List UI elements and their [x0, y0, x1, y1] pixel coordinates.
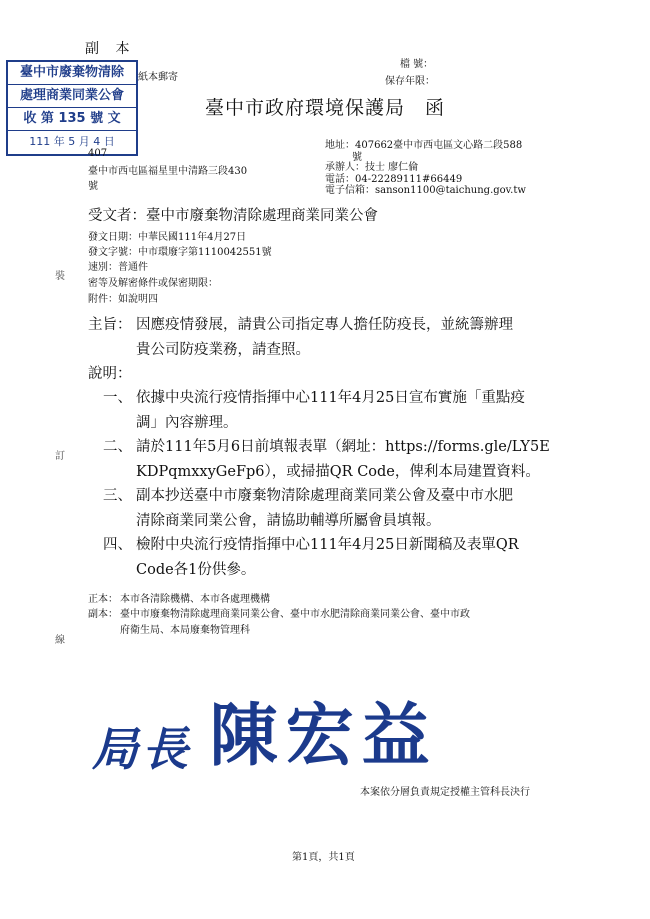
explanation-3-number: 三、: [103, 488, 132, 504]
attachment: 附件：如說明四: [88, 294, 158, 305]
classification: 密等及解密條件或保密期限：: [88, 278, 218, 289]
subject-line-2: 貴公司防疫業務，請查照。: [136, 342, 310, 358]
explanation-2-line-1: 請於111年5月6日前填報表單（網址：https://forms.gle/LY5E: [136, 439, 550, 455]
paper-mail-note: 紙本郵寄: [138, 72, 178, 83]
phone: 電話：04-22289111#66449: [325, 174, 463, 185]
subject-label: 主旨：: [88, 317, 132, 333]
stamp-line-3: 收 第 135 號 文: [8, 108, 136, 131]
subject-line-1: 因應疫情發展，請貴公司指定專人擔任防疫長，並統籌辦理: [136, 317, 513, 333]
stamp-line-2: 處理商業同業公會: [8, 85, 136, 108]
copy-recipients-line-1: 臺中市廢棄物清除處理商業同業公會、臺中市水肥清除商業同業公會、臺中市政: [120, 609, 470, 620]
original-recipients-label: 正本：: [88, 594, 118, 605]
agency-address-cont: 號: [352, 152, 362, 163]
document-number: 發文字號：中市環廢字第1110042551號: [88, 247, 272, 258]
agency-title: 臺中市政府環境保護局 函: [205, 97, 446, 119]
delivery-speed: 速別：普通件: [88, 262, 148, 273]
director-signature: [92, 682, 438, 776]
email: 電子信箱：sanson1100@taichung.gov.tw: [325, 185, 526, 196]
explanation-2-number: 二、: [103, 439, 132, 455]
explanation-label: 說明：: [88, 366, 132, 382]
explanation-1-number: 一、: [103, 390, 132, 406]
handler: 承辦人：技士 廖仁倫: [325, 162, 419, 173]
explanation-1-line-2: 調」內容辦理。: [136, 415, 238, 431]
agency-address: 地址：407662臺中市西屯區文心路二段588: [325, 140, 523, 151]
binding-mark-bind: 裝: [55, 271, 65, 282]
issue-date: 發文日期：中華民國111年4月27日: [88, 232, 247, 243]
file-number-label: 檔 號：: [400, 59, 434, 70]
delegation-note: 本案依分層負責規定授權主管科長決行: [360, 787, 530, 798]
sender-address-line-2: 號: [88, 181, 98, 192]
sender-address-line-1: 臺中市西屯區福星里中清路三段430: [88, 166, 248, 177]
binding-mark-line: 線: [55, 635, 65, 646]
signature-name: 陳宏益: [209, 697, 438, 776]
copy-recipients-line-2: 府衛生局、本局廢棄物管理科: [120, 625, 250, 636]
explanation-3-line-2: 清除商業同業公會，請協助輔導所屬會員填報。: [136, 513, 441, 529]
stamp-line-1: 臺中市廢棄物清除: [8, 62, 136, 85]
explanation-4-number: 四、: [103, 537, 132, 553]
signature-title: 局長: [92, 722, 192, 776]
receive-stamp: [6, 60, 138, 156]
explanation-4-line-1: 檢附中央流行疫情指揮中心111年4月25日新聞稿及表單QR: [136, 537, 519, 553]
stamp-line-4: 111 年 5 月 4 日: [29, 135, 115, 148]
recipient: 受文者：臺中市廢棄物清除處理商業同業公會: [88, 208, 378, 224]
copy-mark: 副 本: [85, 41, 136, 57]
retention-label: 保存年限：: [385, 76, 435, 87]
copy-recipients-label: 副本：: [88, 609, 118, 620]
explanation-4-line-2: Code各1份供參。: [136, 562, 256, 578]
binding-mark-staple: 訂: [55, 451, 65, 462]
explanation-2-line-2: KDPqmxxyGeFp6），或掃描QR Code，俾利本局建置資料。: [136, 464, 540, 480]
page-footer: 第1頁，共1頁: [292, 852, 355, 863]
explanation-1-line-1: 依據中央流行疫情指揮中心111年4月25日宣布實施「重點疫: [136, 390, 525, 406]
original-recipients: 本市各清除機構、本市各處理機構: [120, 594, 270, 605]
explanation-3-line-1: 副本抄送臺中市廢棄物清除處理商業同業公會及臺中市水肥: [136, 488, 513, 504]
sender-postal-code: 407: [88, 148, 108, 159]
